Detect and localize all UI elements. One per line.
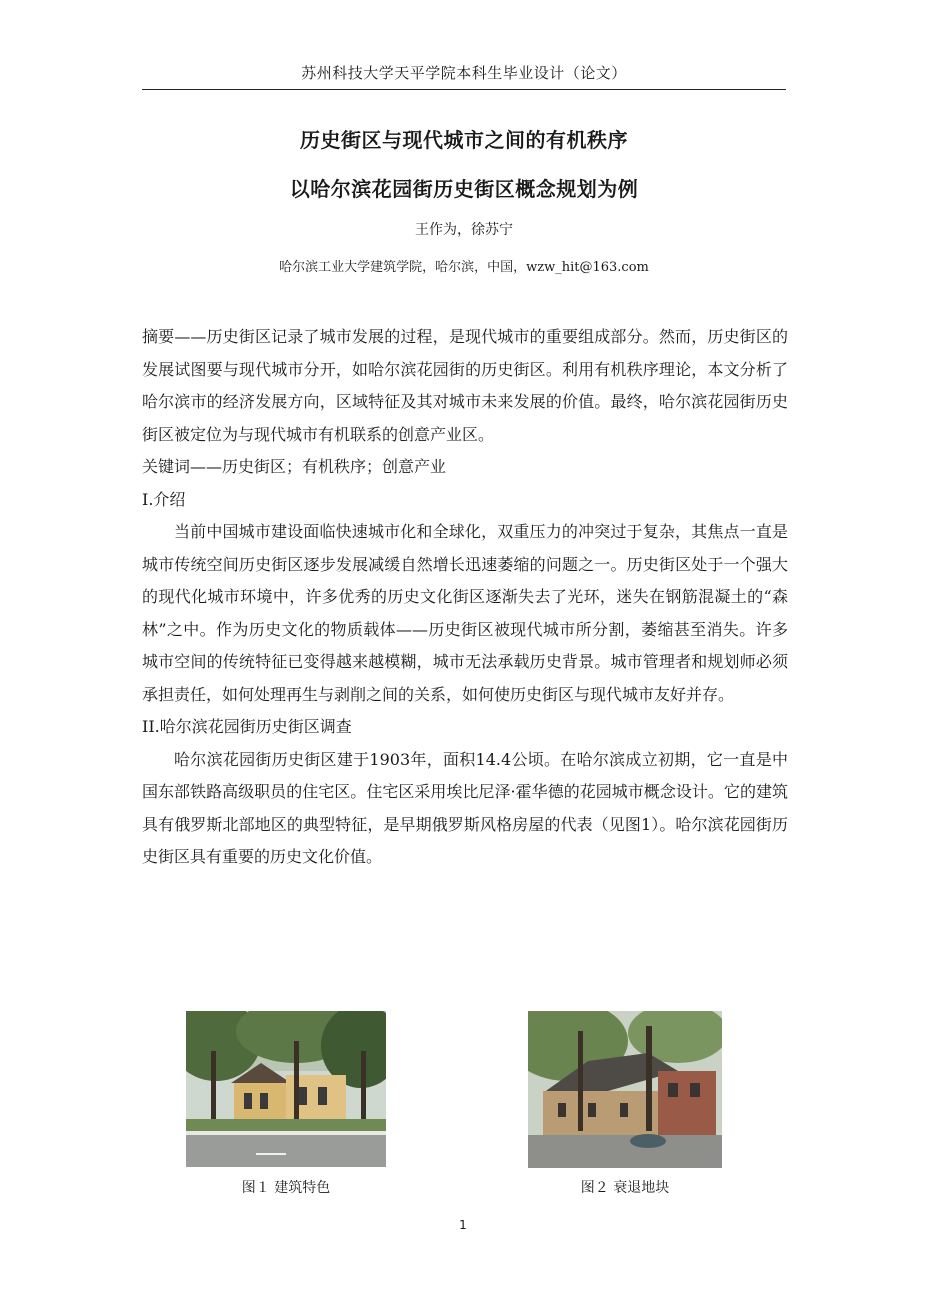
affiliation: 哈尔滨工业大学建筑学院，哈尔滨，中国，wzw_hit@163.com — [279, 260, 649, 275]
running-header: 苏州科技大学天平学院本科生毕业设计（论文） — [301, 64, 627, 82]
keywords: 关键词——历史街区；有机秩序；创意产业 — [142, 457, 447, 476]
section-heading: I.介绍 — [142, 489, 186, 509]
paper-title: 历史街区与现代城市之间的有机秩序 — [300, 128, 628, 152]
paper-subtitle: 以哈尔滨花园街历史街区概念规划为例 — [289, 177, 639, 201]
body-text — [142, 321, 788, 874]
section-heading: II.哈尔滨花园街历史街区调查 — [142, 717, 352, 736]
abstract: 摘要——历史街区记录了城市发展的过程，是现代城市的重要组成部分。然而，历史街区的发展试图要与现代城市分开，如哈尔滨花园街的历史街区。利用有机秩序理论，本文分析了哈尔滨市的经济发展方向，区域特征及其对城市未来发展的价值。最终，哈尔滨花园街历史街区被定位为与现代城市有机联系的创意产业区。 — [142, 327, 788, 444]
header-rule — [142, 89, 786, 90]
page-number: 1 — [459, 1218, 467, 1232]
section-paragraph: 哈尔滨花园街历史街区建于1903年，面积14.4公顷。在哈尔滨成立初期，它一直是中国东部铁路高级职员的住宅区。住宅区采用埃比尼泽·霍华德的花园城市概念设计。它的建筑具有俄罗斯北部地区的典型特征，是早期俄罗斯风格房屋的代表（见图1）。哈尔滨花园街历史街区具有重要的历史文化价值。 — [142, 749, 788, 866]
figure-2-photo — [528, 1011, 722, 1168]
figure-2-caption: 图２ 衰退地块 — [580, 1180, 670, 1196]
authors: 王作为，徐苏宁 — [415, 222, 513, 238]
figure-1-caption: 图１ 建筑特色 — [241, 1180, 331, 1196]
section-paragraph: 当前中国城市建设面临快速城市化和全球化，双重压力的冲突过于复杂，其焦点一直是城市传统空间历史街区逐步发展减缓自然增长迅速萎缩的问题之一。历史街区处于一个强大的现代化城市环境中，许多优秀的历史文化街区逐渐失去了光环，迷失在钢筋混凝土的“森林”之中。作为历史文化的物质载体——历史街区被现代城市所分割，萎缩甚至消失。许多城市空间的传统特征已变得越来越模糊，城市无法承载历史背景。城市管理者和规划师必须承担责任，如何处理再生与剥削之间的关系，如何使历史街区与现代城市友好并存。 — [142, 522, 788, 704]
figure-1-photo — [186, 1011, 386, 1167]
